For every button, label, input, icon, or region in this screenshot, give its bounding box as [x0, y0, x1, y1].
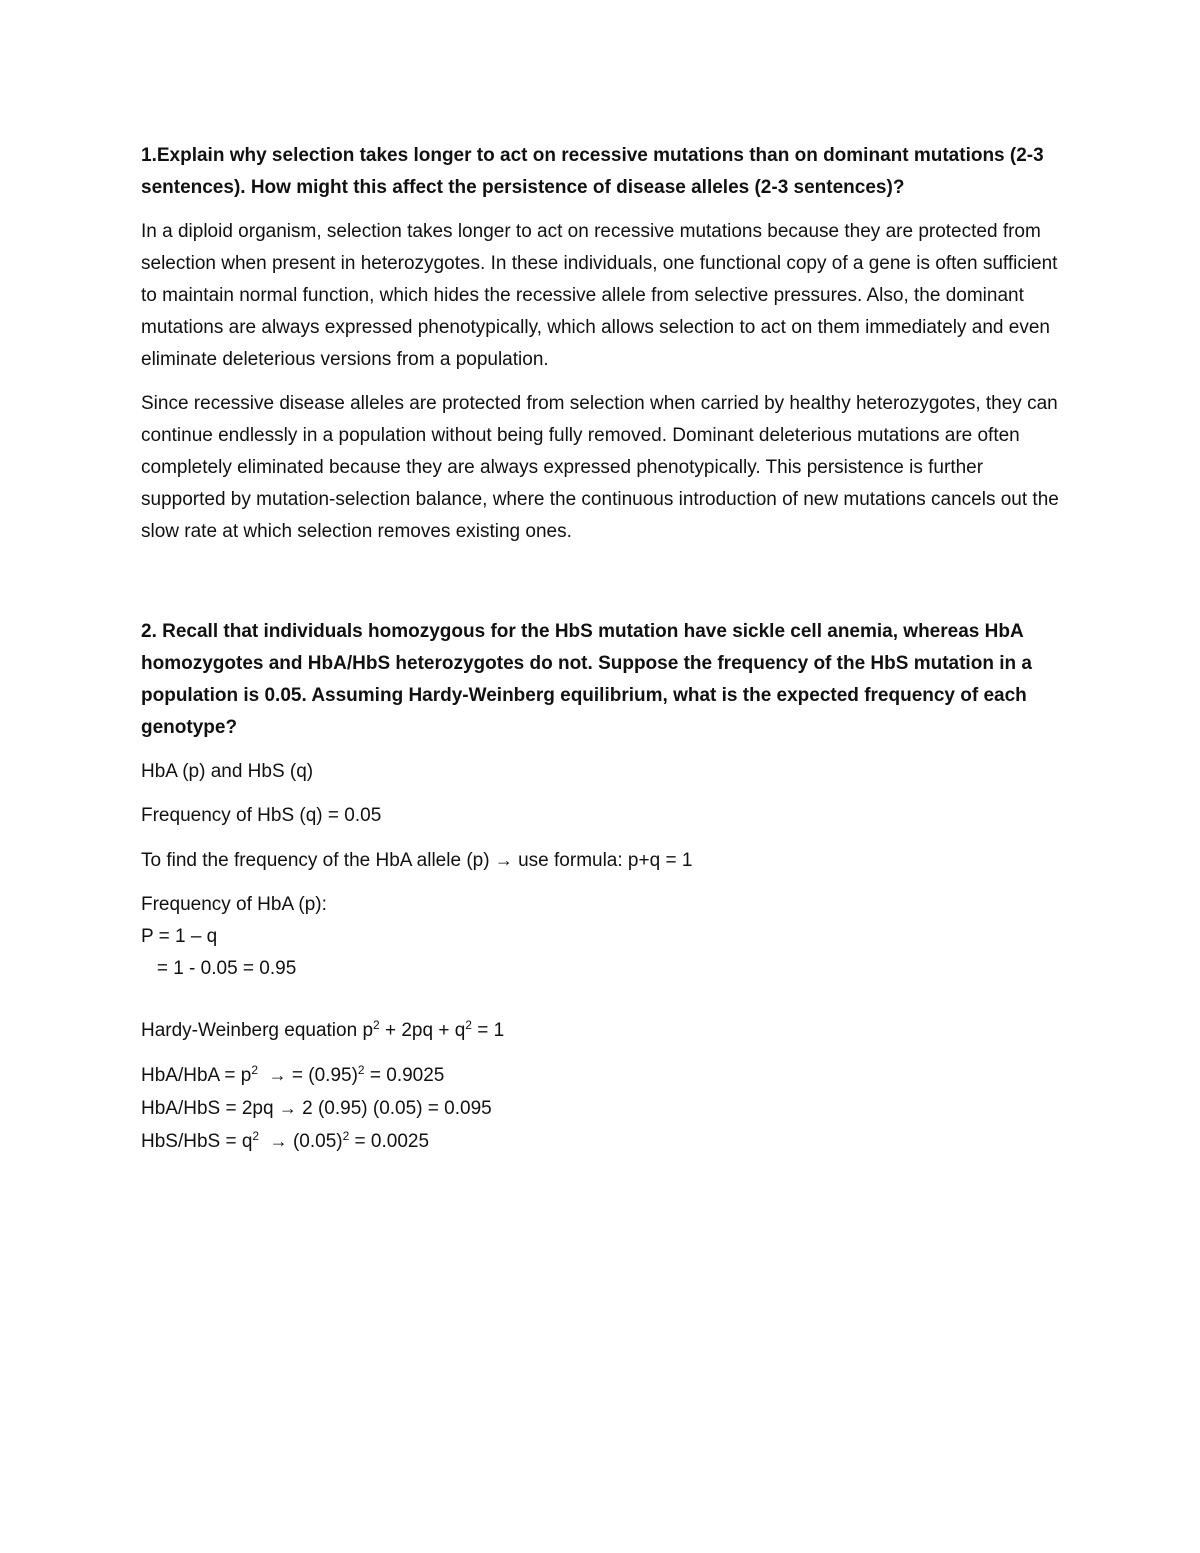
spacer — [141, 985, 1071, 1015]
p-equation: P = 1 – q — [141, 926, 218, 947]
arrow-right-icon: → — [278, 1098, 297, 1118]
find-p-line — [141, 844, 1071, 877]
hbs-frequency-line: Frequency of HbS (q) = 0.05 — [141, 805, 382, 826]
hw-prefix: Hardy-Weinberg equation p — [141, 1020, 374, 1041]
question-2: 2. Recall that individuals homozygous for the HbS mutation have sickle cell anemia, whereas HbA homozygotes and HbA/HbS heterozygotes do not. Suppose the frequency of the HbS mutation in a population is 0.05. Assuming Hardy-Weinberg equilibrium, what is the expected frequency of each genotype? — [141, 621, 1032, 738]
p-calculation: = 1 - 0.05 = 0.95 — [141, 958, 297, 979]
find-p-formula: use formula: p+q = 1 — [512, 850, 693, 871]
genotype-calc: 2 (0.95) (0.05) = 0.095 — [296, 1098, 492, 1119]
genotype-result: = 0.0025 — [349, 1131, 430, 1152]
find-p-text: To find the frequency of the HbA allele (p) — [141, 850, 495, 871]
arrow-right-icon: → — [269, 1131, 288, 1151]
spacer — [141, 560, 1071, 616]
genotype-exponent: 2 — [252, 1129, 260, 1143]
genotype-hba-hbs — [141, 1092, 1071, 1125]
genotype-label: HbA/HbS = 2pq — [141, 1098, 279, 1119]
genotype-exponent: 2 — [251, 1063, 259, 1077]
genotype-hba-hba — [141, 1059, 1071, 1092]
document-page — [141, 140, 1071, 1158]
hw-exponent: 2 — [373, 1018, 380, 1032]
genotype-exponent: 2 — [357, 1063, 365, 1077]
arrow-right-icon: → — [268, 1065, 287, 1085]
answer-1-paragraph-2: Since recessive disease alleles are protected from selection when carried by healthy heterozygotes, they can continue endlessly in a population without being fully removed. Dominant deleterious mutations are often completely eliminated because they are always expressed phenotypically. This persistence is further supported by mutation-selection balance, where the continuous introduction of new mutations cancels out the slow rate at which selection removes existing ones. — [141, 393, 1059, 542]
hw-mid: + 2pq + q — [379, 1020, 466, 1041]
alleles-line: HbA (p) and HbS (q) — [141, 761, 314, 782]
hardy-weinberg-equation — [141, 1015, 1071, 1047]
genotype-exponent: 2 — [342, 1129, 350, 1143]
genotype-label: HbS/HbS = q — [141, 1131, 253, 1152]
answer-1-paragraph-1: In a diploid organism, selection takes longer to act on recessive mutations because they are protected from selection when present in heterozygotes. In these individuals, one functional copy of a gene is often sufficient to maintain normal function, which hides the recessive allele from selective pressures. Also, the dominant mutations are always expressed phenotypically, which allows selection to act on them immediately and even eliminate deleterious versions from a population. — [141, 221, 1058, 370]
genotype-result: = 0.9025 — [364, 1065, 445, 1086]
hw-suffix: = 1 — [471, 1020, 505, 1041]
hba-frequency-label: Frequency of HbA (p): — [141, 894, 327, 915]
question-1: 1.Explain why selection takes longer to act on recessive mutations than on dominant mutations (2-3 sentences). How might this affect the persistence of disease alleles (2-3 sentences)? — [141, 145, 1044, 198]
arrow-right-icon: → — [494, 850, 513, 870]
genotype-calc: (0.05) — [287, 1131, 343, 1152]
genotype-label: HbA/HbA = p — [141, 1065, 252, 1086]
hw-exponent: 2 — [465, 1018, 472, 1032]
genotype-calc: = (0.95) — [286, 1065, 358, 1086]
genotype-hbs-hbs — [141, 1125, 1071, 1158]
